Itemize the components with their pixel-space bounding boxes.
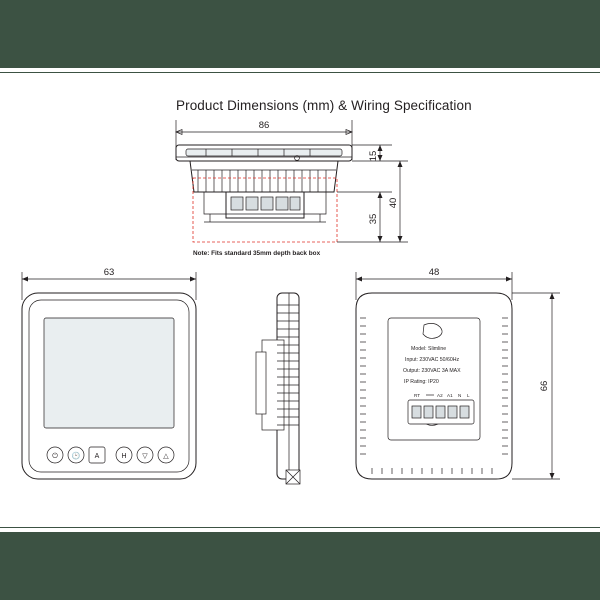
- spec-line-2: Output: 230VAC 3A MAX: [403, 368, 461, 374]
- terminal-label-RT: RT: [414, 393, 421, 398]
- backbox-note: Note: Fits standard 35mm depth back box: [193, 250, 321, 257]
- terminal-label-L: L: [467, 393, 470, 398]
- side-view-group: [256, 293, 300, 484]
- lcd-screen: [44, 318, 174, 428]
- spec-line-0: Model: Slimline: [411, 346, 447, 352]
- top-view-group: [176, 120, 408, 257]
- spec-line-1: Input: 230VAC 50/60Hz: [405, 357, 460, 363]
- dim-backbox-35: 35: [368, 213, 379, 225]
- terminal-label-N: N: [458, 393, 462, 398]
- button-h: H: [121, 453, 127, 460]
- front-view-group: [22, 267, 196, 479]
- dim-front-width-63: 63: [103, 267, 115, 278]
- dim-height-15: 15: [368, 150, 379, 162]
- dim-plate-width-48: 48: [428, 267, 440, 278]
- page-title: Product Dimensions (mm) & Wiring Specification: [176, 98, 472, 113]
- terminal-label-A2: A2: [437, 393, 443, 398]
- dim-width-86: 86: [258, 120, 270, 131]
- button-up: △: [163, 453, 169, 460]
- dim-depth-40: 40: [388, 197, 399, 209]
- dim-plate-height-66: 66: [539, 380, 550, 392]
- button-power: ⏻: [52, 453, 58, 460]
- button-clock: 🕑: [71, 453, 81, 460]
- spec-line-3: IP Rating: IP20: [404, 379, 439, 385]
- button-auto: A: [94, 453, 100, 460]
- terminal-label-A1: A1: [447, 393, 453, 398]
- button-down: ▽: [142, 453, 148, 460]
- back-plate-group: [356, 267, 560, 479]
